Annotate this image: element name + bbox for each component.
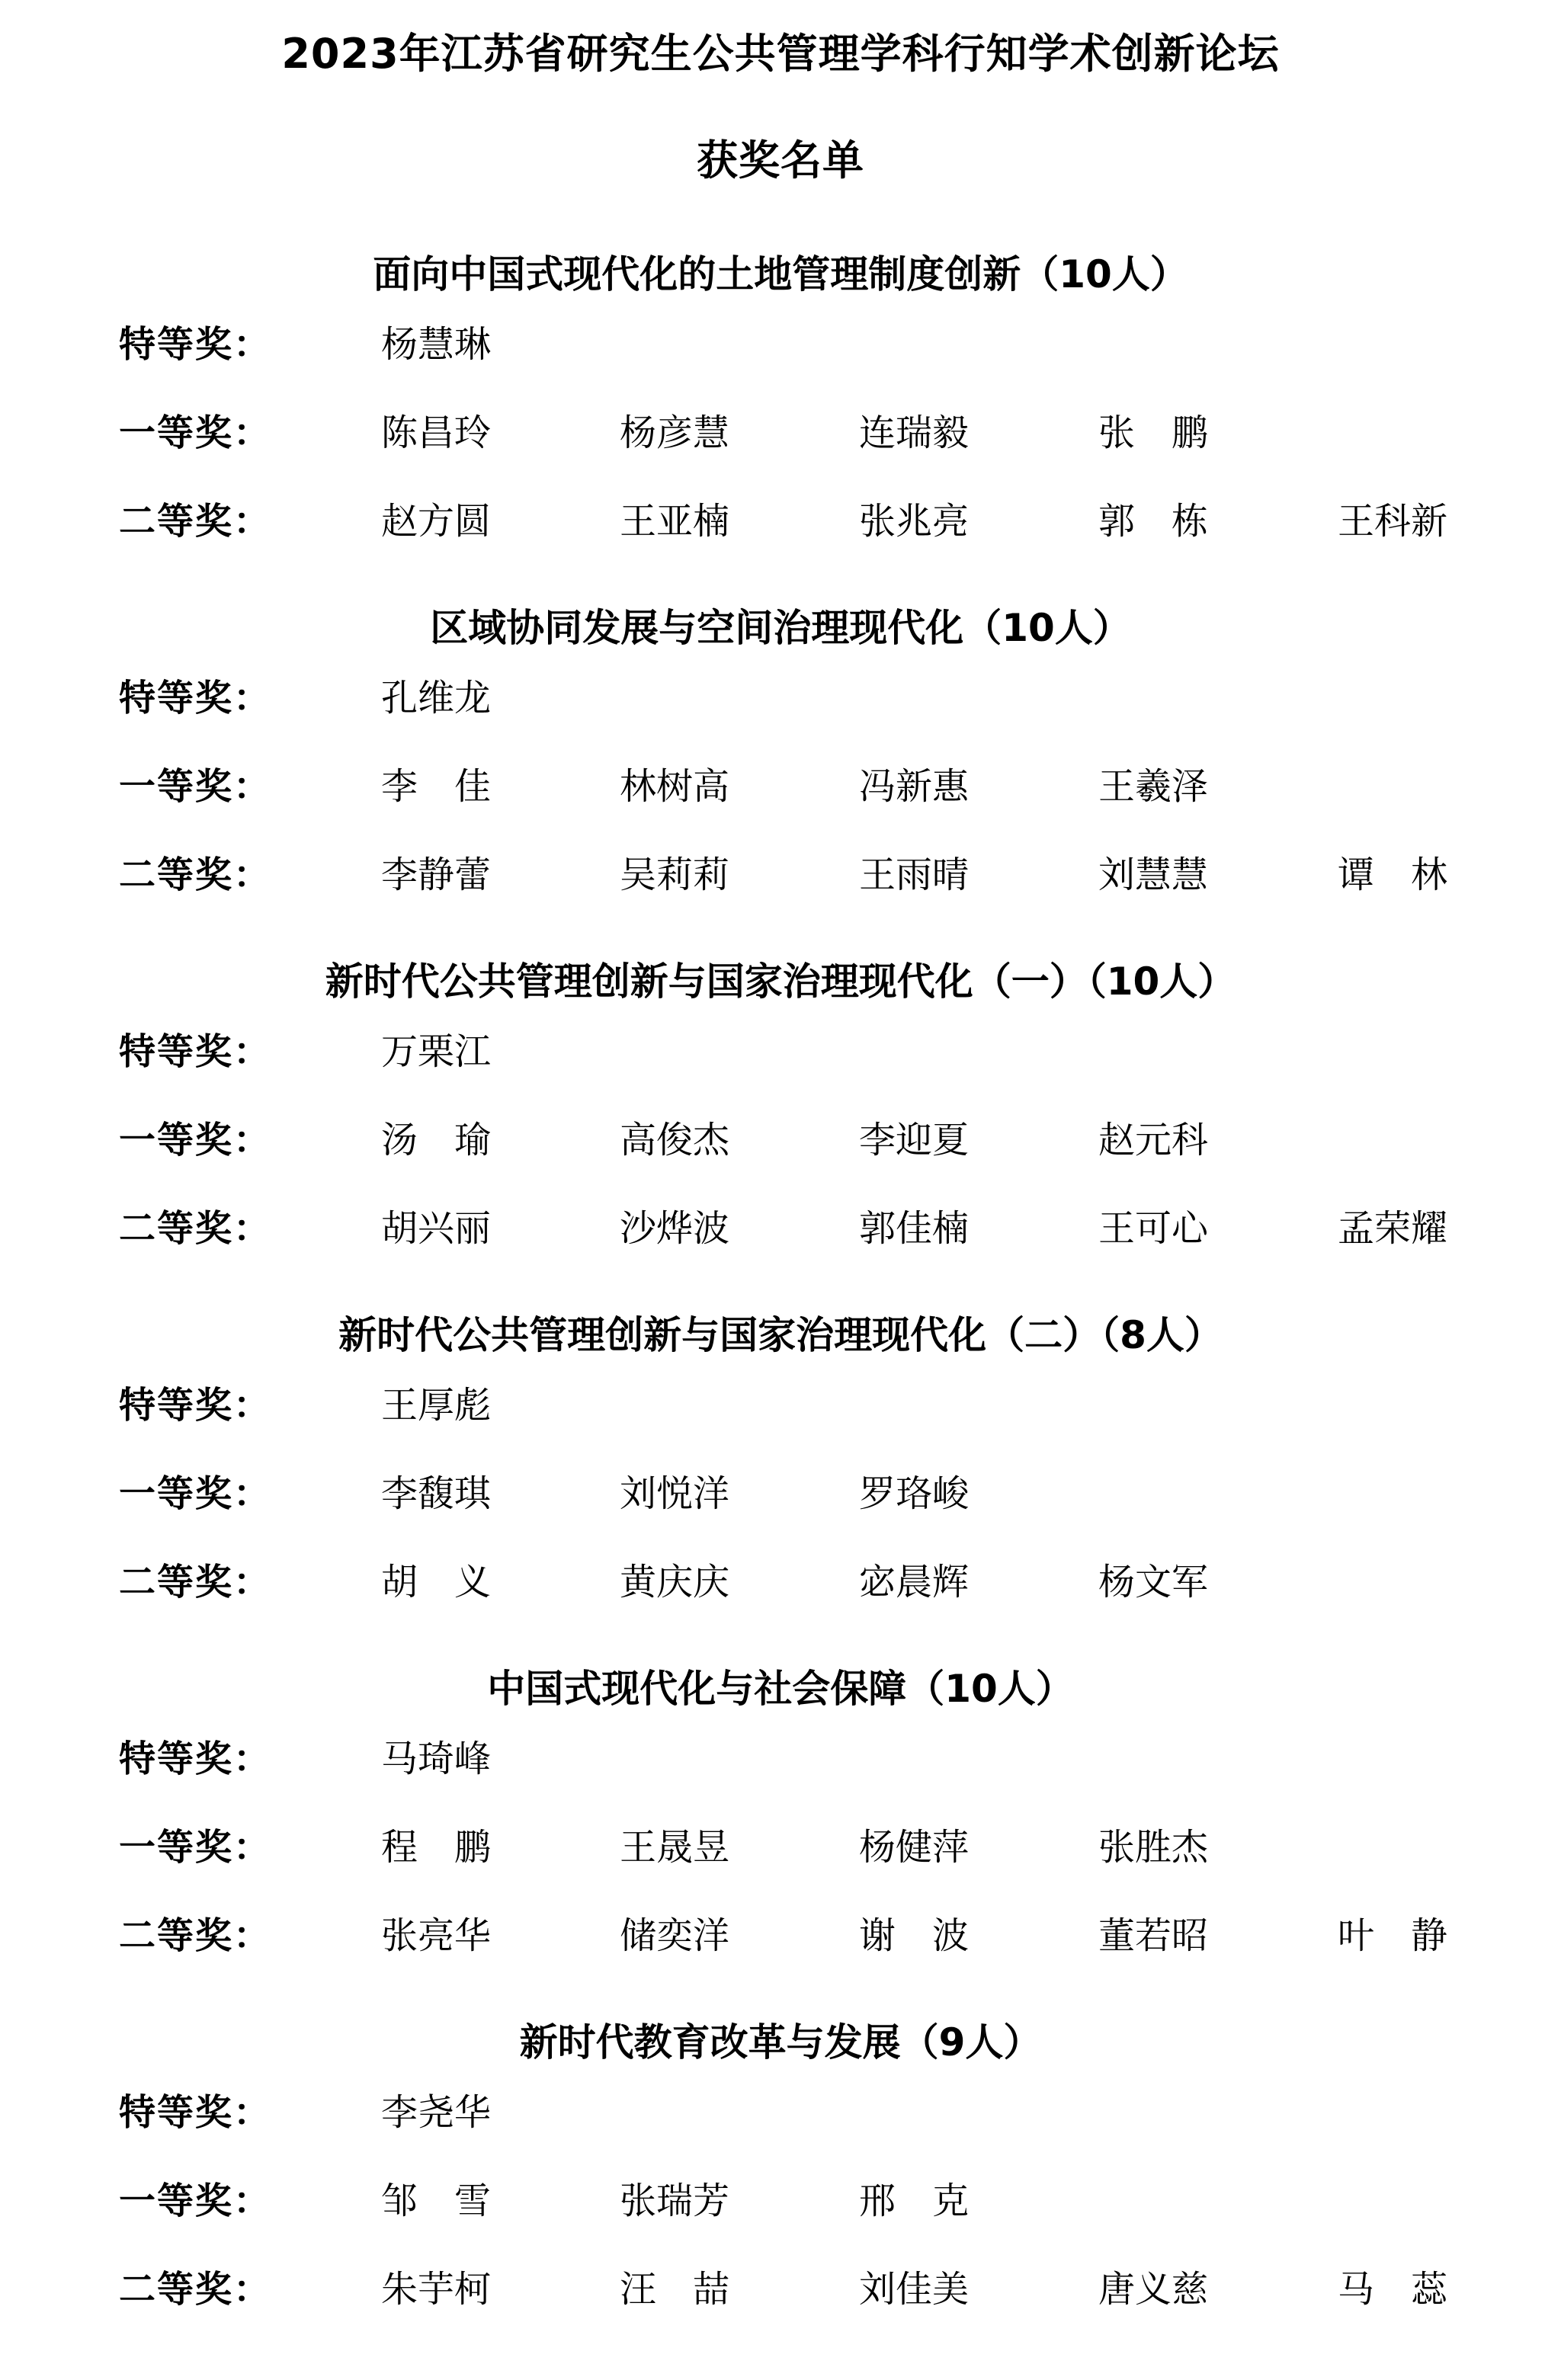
- winner-name: 陈昌玲: [381, 412, 492, 454]
- winner-name: 胡兴丽: [381, 1207, 492, 1250]
- winner-name: 张 鹏: [1098, 412, 1209, 454]
- winner-name: 马 蕊: [1338, 2268, 1448, 2311]
- second-award-row: [0, 850, 1561, 899]
- winner-name: 李 佳: [381, 765, 492, 808]
- first-award-label: 一等奖：: [119, 1472, 272, 1515]
- winner-name: 谢 波: [859, 1914, 970, 1957]
- winner-name: 朱芋柯: [381, 2268, 492, 2311]
- winner-name: 王羲泽: [1098, 765, 1209, 808]
- winner-name: 杨健萍: [859, 1826, 970, 1869]
- winner-name: 杨文军: [1098, 1561, 1209, 1603]
- winner-name: 董若昭: [1098, 1914, 1209, 1957]
- winner-name: 黄庆庆: [620, 1561, 730, 1603]
- second-award-label: 二等奖：: [119, 854, 272, 896]
- winner-name: 连瑞毅: [859, 412, 970, 454]
- first-award-row: [0, 2177, 1561, 2225]
- first-award-label: 一等奖：: [119, 2180, 272, 2222]
- winner-name: 刘佳美: [859, 2268, 970, 2311]
- second-award-row: [0, 2265, 1561, 2314]
- first-award-row: [0, 762, 1561, 811]
- winner-name: 高俊杰: [620, 1119, 730, 1161]
- first-award-label: 一等奖：: [119, 765, 272, 808]
- special-award-label: 特等奖：: [119, 2091, 272, 2134]
- winner-name: 邢 克: [859, 2180, 970, 2222]
- winner-name: 李尧华: [381, 2091, 492, 2134]
- winner-name: 冯新惠: [859, 765, 970, 808]
- winner-name: 王亚楠: [620, 500, 730, 543]
- second-award-label: 二等奖：: [119, 500, 272, 543]
- first-award-label: 一等奖：: [119, 412, 272, 454]
- winner-name: 赵方圆: [381, 500, 492, 543]
- winner-name: 王雨晴: [859, 854, 970, 896]
- winner-name: 张瑞芳: [620, 2180, 730, 2222]
- second-award-row: [0, 1911, 1561, 1960]
- first-award-row: [0, 1823, 1561, 1872]
- section-title: 中国式现代化与社会保障（10人）: [487, 1667, 1074, 1711]
- special-award-label: 特等奖：: [119, 1738, 272, 1780]
- award-section: [0, 604, 1561, 954]
- winner-name: 汪 喆: [620, 2268, 730, 2311]
- special-award-row: [0, 1027, 1561, 1076]
- winner-name: 宓晨辉: [859, 1561, 970, 1603]
- winner-name: 张亮华: [381, 1914, 492, 1957]
- second-award-row: [0, 1558, 1561, 1606]
- winner-name: 杨彦慧: [620, 412, 730, 454]
- section-title: 新时代公共管理创新与国家治理现代化（二）（8人）: [338, 1313, 1223, 1357]
- winner-name: 罗珞峻: [859, 1472, 970, 1515]
- special-award-row: [0, 320, 1561, 369]
- document-subtitle: 获奖名单: [697, 136, 864, 184]
- award-section: [0, 957, 1561, 1308]
- second-award-row: [0, 1204, 1561, 1253]
- winner-name: 王科新: [1338, 500, 1448, 543]
- winner-name: 唐义慈: [1098, 2268, 1209, 2311]
- first-award-row: [0, 1469, 1561, 1518]
- winner-name: 林树高: [620, 765, 730, 808]
- special-award-row: [0, 674, 1561, 722]
- winner-name: 汤 瑜: [381, 1119, 492, 1161]
- section-title: 新时代公共管理创新与国家治理现代化（一）（10人）: [325, 959, 1236, 1004]
- winner-name: 万栗江: [381, 1030, 492, 1073]
- special-award-label: 特等奖：: [119, 323, 272, 366]
- document-title: 2023年江苏省研究生公共管理学科行知学术创新论坛: [281, 30, 1280, 78]
- special-award-row: [0, 2088, 1561, 2137]
- first-award-label: 一等奖：: [119, 1826, 272, 1869]
- second-award-row: [0, 497, 1561, 546]
- winner-name: 王晟昱: [620, 1826, 730, 1869]
- winner-name: 孔维龙: [381, 677, 492, 719]
- special-award-label: 特等奖：: [119, 1030, 272, 1073]
- winner-name: 马琦峰: [381, 1738, 492, 1780]
- winner-name: 李静蕾: [381, 854, 492, 896]
- second-award-label: 二等奖：: [119, 1561, 272, 1603]
- winner-name: 储奕洋: [620, 1914, 730, 1957]
- winner-name: 谭 林: [1338, 854, 1448, 896]
- section-title: 区域协同发展与空间治理现代化（10人）: [430, 606, 1131, 650]
- winner-name: 邹 雪: [381, 2180, 492, 2222]
- winner-name: 刘悦洋: [620, 1472, 730, 1515]
- winner-name: 胡 义: [381, 1561, 492, 1603]
- first-award-label: 一等奖：: [119, 1119, 272, 1161]
- award-section: [0, 1311, 1561, 1661]
- award-section: [0, 2018, 1561, 2369]
- winner-name: 吴莉莉: [620, 854, 730, 896]
- special-award-label: 特等奖：: [119, 677, 272, 719]
- special-award-row: [0, 1735, 1561, 1783]
- winner-name: 张兆亮: [859, 500, 970, 543]
- winner-name: 叶 静: [1338, 1914, 1448, 1957]
- award-section: [0, 250, 1561, 601]
- section-title: 新时代教育改革与发展（9人）: [519, 2020, 1042, 2064]
- first-award-row: [0, 1116, 1561, 1164]
- winner-name: 张胜杰: [1098, 1826, 1209, 1869]
- winner-name: 刘慧慧: [1098, 854, 1209, 896]
- winner-name: 王厚彪: [381, 1384, 492, 1427]
- second-award-label: 二等奖：: [119, 2268, 272, 2311]
- winner-name: 郭 栋: [1098, 500, 1209, 543]
- second-award-label: 二等奖：: [119, 1914, 272, 1957]
- winner-name: 孟荣耀: [1338, 1207, 1448, 1250]
- winner-name: 李馥琪: [381, 1472, 492, 1515]
- winner-name: 郭佳楠: [859, 1207, 970, 1250]
- winner-name: 程 鹏: [381, 1826, 492, 1869]
- first-award-row: [0, 408, 1561, 457]
- winner-name: 沙烨波: [620, 1207, 730, 1250]
- special-award-label: 特等奖：: [119, 1384, 272, 1427]
- winner-name: 赵元科: [1098, 1119, 1209, 1161]
- special-award-row: [0, 1381, 1561, 1430]
- award-section: [0, 1664, 1561, 2015]
- second-award-label: 二等奖：: [119, 1207, 272, 1250]
- winner-name: 杨慧琳: [381, 323, 492, 366]
- winner-name: 李迎夏: [859, 1119, 970, 1161]
- winner-name: 王可心: [1098, 1207, 1209, 1250]
- section-title: 面向中国式现代化的土地管理制度创新（10人）: [373, 252, 1188, 296]
